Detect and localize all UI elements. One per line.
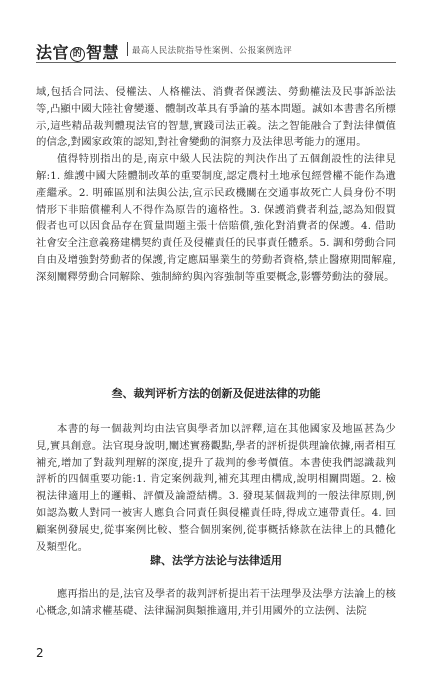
logo-circle-glyph: 的 bbox=[70, 47, 85, 62]
paragraph-nanjing-court: 值得特別指出的是,南京中級人民法院的判決作出了五個創設性的法律見解:1. 維護中國大陸體制改革的重要制度,認定農村土地承包經營權不能作為遺產繼承。2. 明確區別和法與公法,宣示民政機關在交通事故死亡人員身份不明情形下非賠償權利人不得作為原告的適格性。3. 保護消費者利益,認為知假買假者也可以因食品存在質量問題主張十倍賠償,強化對消費者的保護。4. 借助社會安全注意義務建構契約責任及侵權責任的民事責任體系。5. 調和勞動合同自由及增強對勞動者的保護,肯定應屆畢業生的勞動者資格,禁止醫療期間解雇,深刻闡釋勞動合同解除、強制締約與內容強制等重要概念,影響勞動法的發展。 bbox=[36, 153, 396, 283]
running-header bbox=[0, 0, 432, 66]
text-block-top bbox=[36, 84, 396, 286]
header-divider bbox=[127, 42, 128, 56]
book-subtitle: 最高人民法院指导性案例、公报案例选评 bbox=[132, 46, 293, 56]
text-block-bottom bbox=[36, 586, 396, 620]
text-block-middle bbox=[36, 421, 396, 555]
paragraph-continued: 域,包括合同法、侵權法、人格權法、消費者保護法、勞動權法及民事訴訟法等,凸顯中國大陸社會變遷、體制改革具有爭論的基本問題。誠如本書書名所標示,這些精品裁判體現法官的智慧,實踐司法正義。法之智能融合了對法律價值的信念,對國家政策的認知,對社會變動的洞察力及法律思考能力的運用。 bbox=[36, 86, 396, 149]
paragraph-methodology: 應再指出的是,法官及學者的裁判評析提出若干法理學及法學方法論上的核心概念,如請求權基礎、法律漏洞與類推適用,并引用國外的立法例、法院 bbox=[36, 588, 396, 617]
logo-text-right: 智慧 bbox=[86, 43, 120, 62]
page-number: 2 bbox=[36, 646, 44, 660]
book-logo bbox=[36, 40, 119, 63]
header-rule bbox=[36, 62, 396, 63]
paragraph-commentary-method: 本書的每一個裁判均由法官與學者加以評釋,這在其他國家及地區甚為少見,實具創意。法官現身說明,闡述實務觀點,學者的評析提供理論依據,兩者相互補充,增加了對裁判理解的深度,提升了裁判的參考價值。本書使我們認識裁判評析的四個重要功能:1. 肯定案例裁判,補充其理由構成,說明相關問題。2. 檢視法律適用上的邏輯、評價及論證結構。3. 發現某個裁判的一般法律原則,例如認為數人對同一被害人應負合同責任與侵權責任時,得成立連帶責任。4. 回顧案例發展史,從事案例比較、整合個別案例,從事概括條款在法律上的具體化及類型化。 bbox=[36, 423, 396, 553]
section-heading-3: 叁、裁判评析方法的创新及促进法律的功能 bbox=[111, 387, 321, 400]
logo-text-left: 法官 bbox=[36, 43, 70, 62]
section-heading-4: 肆、法学方法论与法律适用 bbox=[150, 554, 282, 567]
